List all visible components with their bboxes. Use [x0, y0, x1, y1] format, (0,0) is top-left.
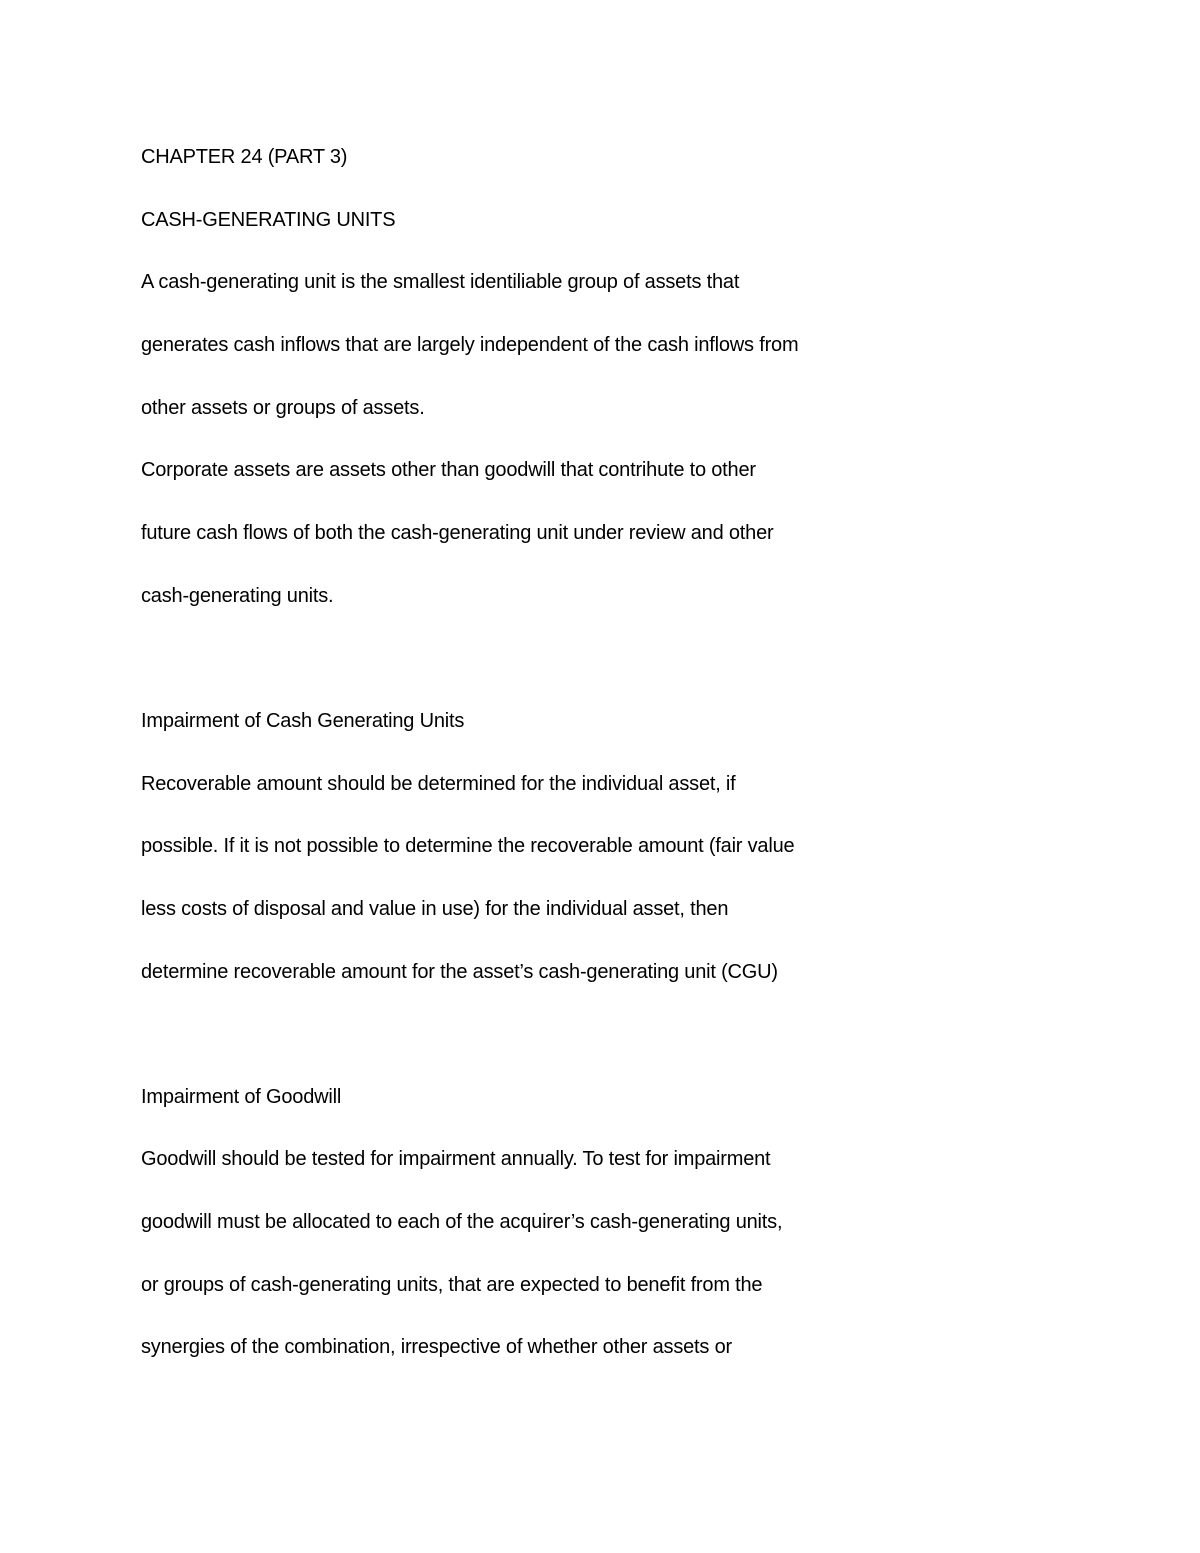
section-heading: CASH-GENERATING UNITS	[141, 209, 396, 231]
chapter-title: CHAPTER 24 (PART 3)	[141, 146, 348, 168]
paragraph-line: goodwill must be allocated to each of the acquirer’s cash-generating units,	[141, 1211, 783, 1233]
paragraph-line: cash-generating units.	[141, 585, 334, 607]
paragraph-line: other assets or groups of assets.	[141, 397, 425, 419]
paragraph-line: A cash-generating unit is the smallest identiliable group of assets that	[141, 271, 740, 293]
paragraph-line: or groups of cash-generating units, that are expected to benefit from the	[141, 1274, 763, 1296]
paragraph-line: Goodwill should be tested for impairment annually. To test for impairment	[141, 1148, 771, 1170]
paragraph-line: Corporate assets are assets other than goodwill that contrihute to other	[141, 459, 756, 481]
subheading-impairment-cgu: Impairment of Cash Generating Units	[141, 710, 465, 732]
paragraph-line: synergies of the combination, irrespective of whether other assets or	[141, 1336, 732, 1358]
paragraph-line: less costs of disposal and value in use) for the individual asset, then	[141, 898, 729, 920]
paragraph-line: determine recoverable amount for the asset’s cash-generating unit (CGU)	[141, 961, 778, 983]
subheading-impairment-goodwill: Impairment of Goodwill	[141, 1086, 342, 1108]
paragraph-line: Recoverable amount should be determined for the individual asset, if	[141, 773, 736, 795]
paragraph-line: generates cash inflows that are largely independent of the cash inflows from	[141, 334, 799, 356]
paragraph-line: future cash flows of both the cash-generating unit under review and other	[141, 522, 774, 544]
paragraph-line: possible. If it is not possible to determine the recoverable amount (fair value	[141, 835, 795, 857]
